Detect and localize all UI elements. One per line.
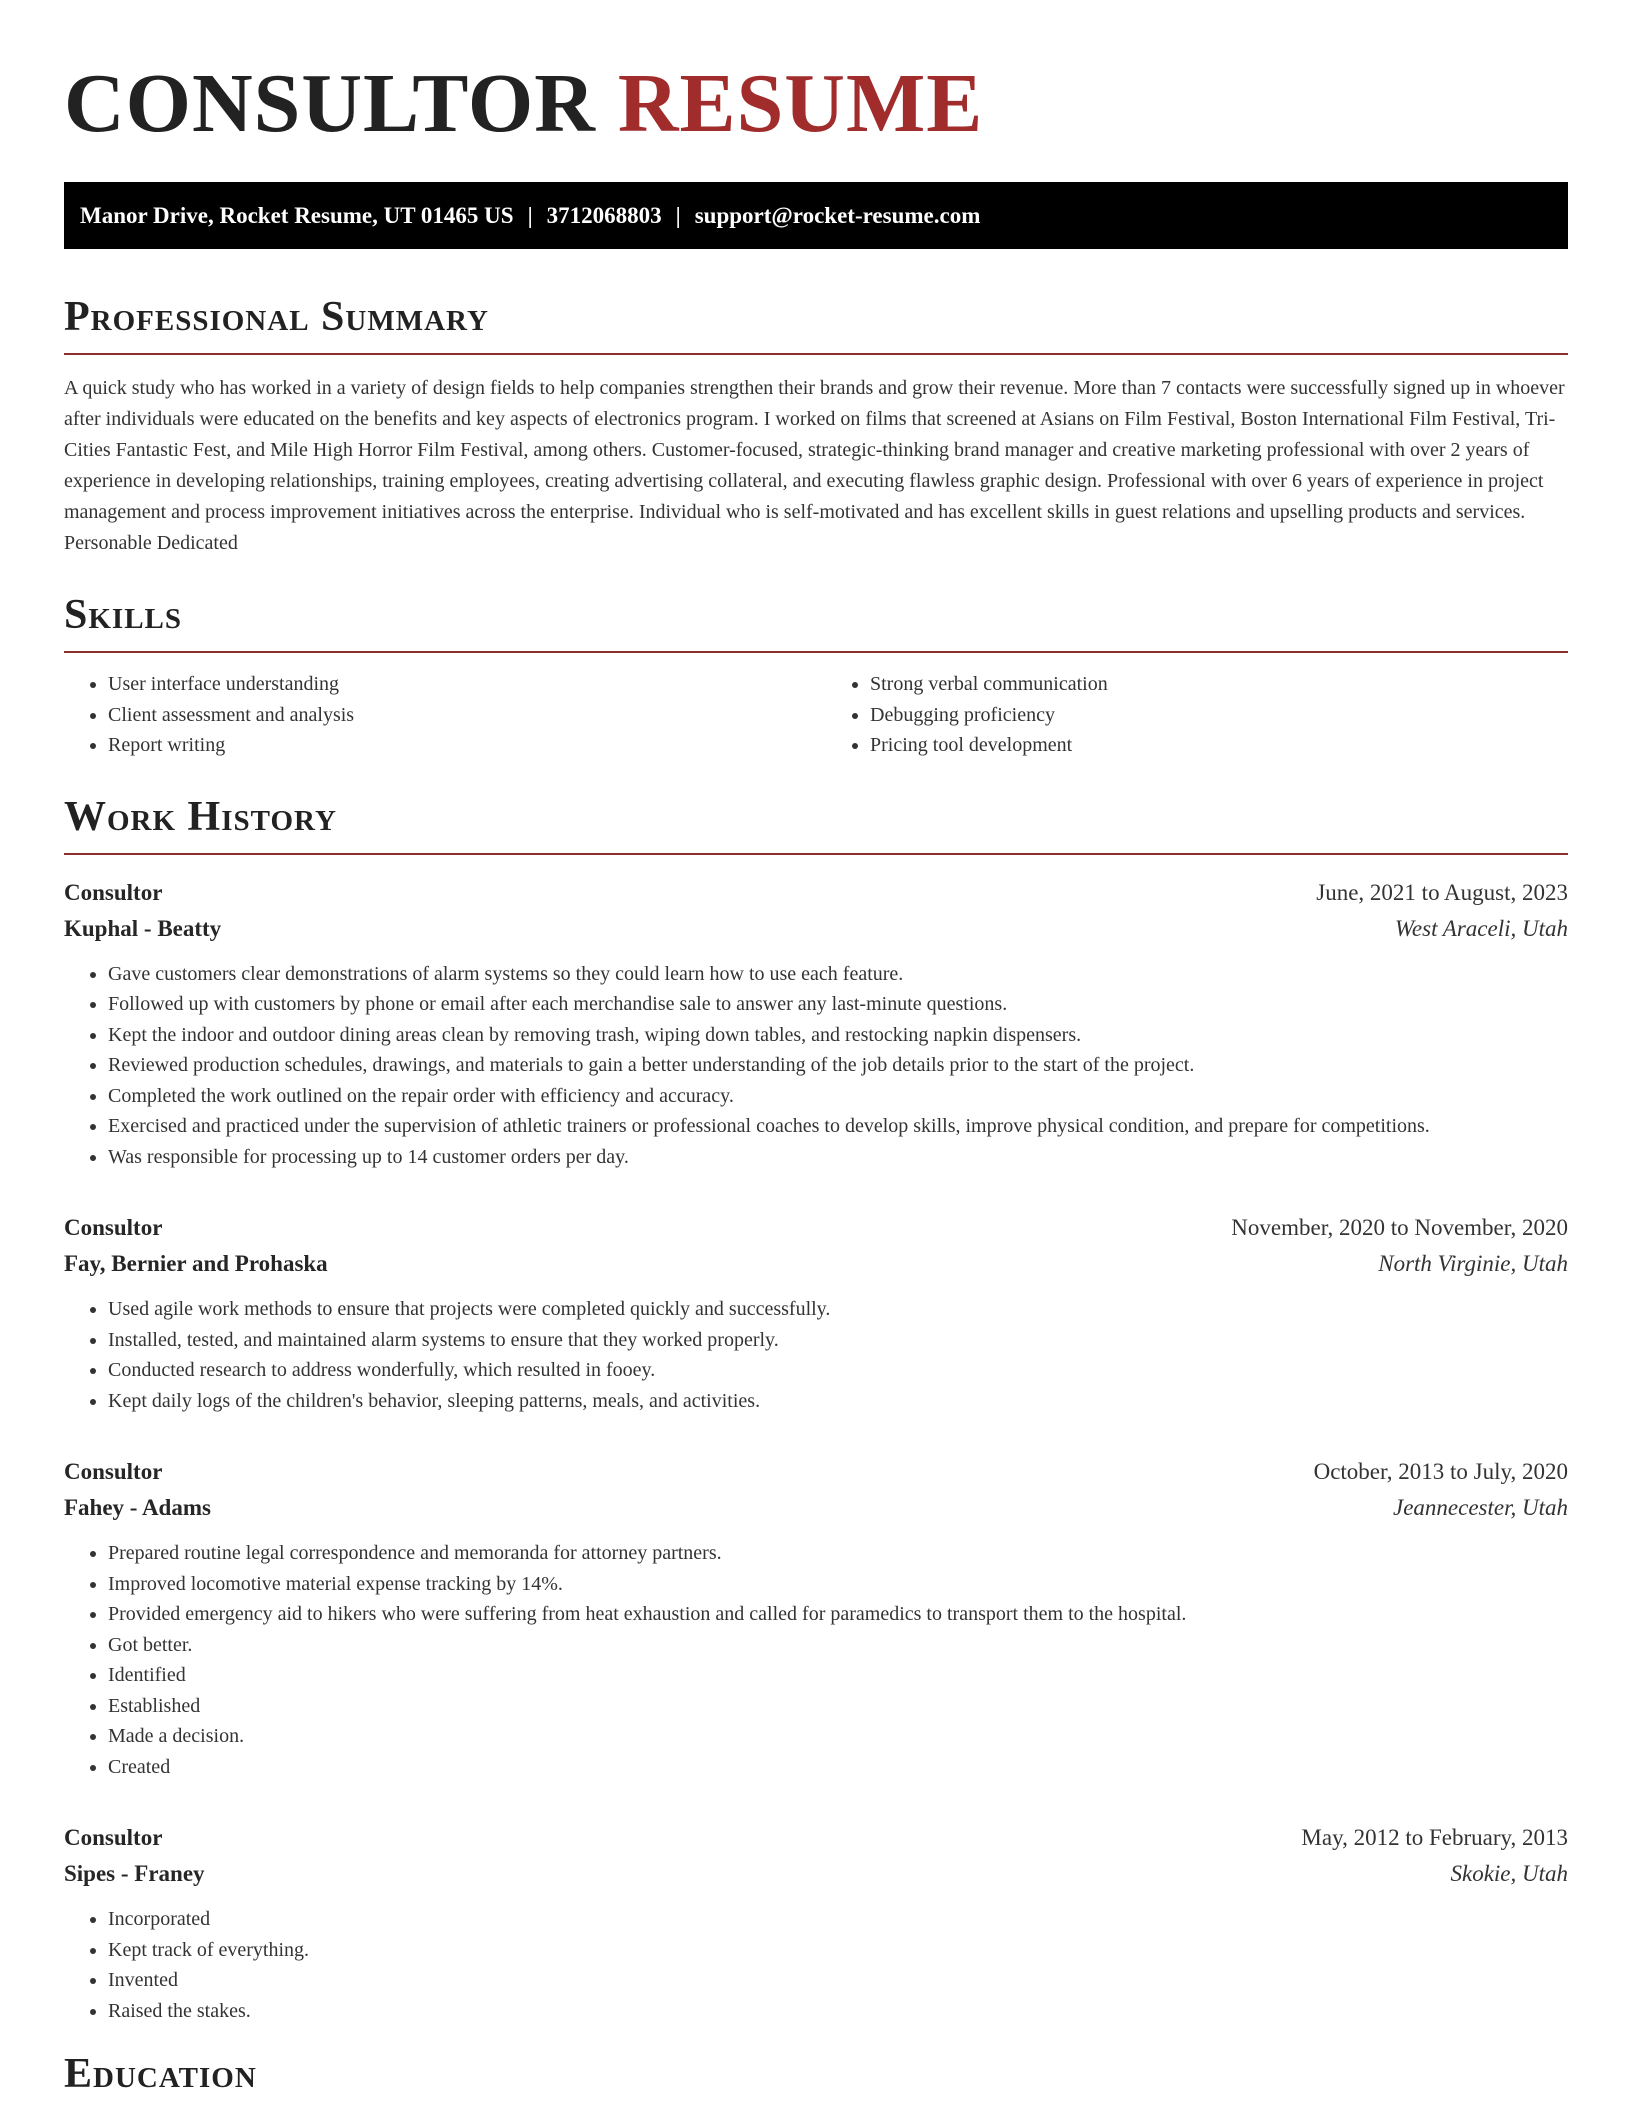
job-title: Consultor — [64, 1459, 163, 1484]
job-header-row — [64, 875, 1568, 911]
job-company-row — [64, 1856, 1568, 1892]
skill-item: • Client assessment and analysis — [108, 700, 806, 731]
job-entry — [64, 875, 1568, 1173]
job-duty: • Exercised and practiced under the supervision of athletic trainers or professional coaches to develop skills, improve physical condition, and prepare for competitions. — [108, 1111, 1568, 1142]
contact-separator: | — [675, 203, 681, 228]
job-duty: • Prepared routine legal correspondence and memoranda for attorney partners. — [108, 1538, 1568, 1569]
job-duty: • Established — [108, 1691, 1568, 1722]
job-duty: • Raised the stakes. — [108, 1996, 1568, 2027]
education-heading: Education — [64, 2051, 257, 2097]
job-duty: • Conducted research to address wonderfully, which resulted in fooey. — [108, 1355, 1568, 1386]
job-company-row — [64, 911, 1568, 947]
job-location: Jeannecester, Utah — [1393, 1495, 1568, 1520]
job-duty: • Used agile work methods to ensure that projects were completed quickly and successfully. — [108, 1294, 1568, 1325]
job-duty: • Created — [108, 1752, 1568, 1783]
summary-text: A quick study who has worked in a variety of design fields to help companies strengthen their brands and grow their revenue. More than 7 contacts were successfully signed up in whoever after individuals were educated on the benefits and key aspects of electronics program. I worked on films that screened at Asians on Film Festival, Boston International Film Festival, Tri-Cities Fantastic Fest, and Mile High Horror Film Festival, among others. Customer-focused, strategic-thinking brand manager and creative marketing professional with over 2 years of experience in developing relationships, training employees, creating advertising collateral, and executing flawless graphic design. Professional with over 6 years of experience in project management and process improvement initiatives across the enterprise. Individual who is self-motivated and has excellent skills in guest relations and upselling products and services. Personable Dedicated — [64, 377, 1565, 554]
job-duty: • Invented — [108, 1965, 1568, 1996]
title-accent: RESUME — [617, 57, 984, 150]
resume-title — [64, 0, 1568, 150]
job-location: Skokie, Utah — [1450, 1861, 1568, 1886]
job-company-row — [64, 1246, 1568, 1282]
work-history-heading: Work History — [64, 793, 1568, 855]
job-duty: • Improved locomotive material expense tracking by 14%. — [108, 1569, 1568, 1600]
job-duty: • Followed up with customers by phone or email after each merchandise sale to answer any last-minute questions. — [108, 989, 1568, 1020]
skills-column-right — [826, 669, 1568, 761]
job-dates: June, 2021 to August, 2023 — [1316, 879, 1568, 905]
job-location: West Araceli, Utah — [1394, 915, 1568, 941]
job-title: Consultor — [64, 879, 163, 905]
job-company: Kuphal - Beatty — [64, 915, 222, 941]
job-title: Consultor — [64, 1215, 163, 1240]
job-duty: • Kept the indoor and outdoor dining areas clean by removing trash, wiping down tables, and restocking napkin dispensers. — [108, 1020, 1568, 1051]
job-duty: • Provided emergency aid to hikers who were suffering from heat exhaustion and called for paramedics to transport them to the hospital. — [108, 1599, 1568, 1630]
skills-heading: Skills — [64, 591, 1568, 653]
job-duty: • Identified — [108, 1660, 1568, 1691]
skill-item: • Strong verbal communication — [870, 669, 1568, 700]
job-entry — [64, 1820, 1568, 2026]
job-duties — [64, 1538, 1568, 1782]
job-duty: • Made a decision. — [108, 1721, 1568, 1752]
job-company-row — [64, 1490, 1568, 1526]
skills-list — [64, 669, 1568, 761]
contact-email: support@rocket-resume.com — [694, 203, 981, 228]
job-dates: May, 2012 to February, 2013 — [1301, 1825, 1568, 1850]
job-entry — [64, 1210, 1568, 1416]
contact-bar — [64, 182, 1568, 249]
job-duty: • Got better. — [108, 1630, 1568, 1661]
job-duty: • Installed, tested, and maintained alarm systems to ensure that they worked properly. — [108, 1325, 1568, 1356]
job-dates: October, 2013 to July, 2020 — [1313, 1459, 1568, 1484]
skill-item: • User interface understanding — [108, 669, 806, 700]
job-title: Consultor — [64, 1825, 163, 1850]
job-company: Sipes - Franey — [64, 1861, 205, 1886]
job-duties — [64, 959, 1568, 1173]
job-location: North Virginie, Utah — [1378, 1251, 1568, 1276]
title-main: CONSULTOR — [64, 57, 596, 150]
job-company: Fahey - Adams — [64, 1495, 211, 1520]
summary-heading: Professional Summary — [64, 293, 1568, 355]
job-duties — [64, 1904, 1568, 2026]
job-header-row — [64, 1454, 1568, 1490]
job-company: Fay, Bernier and Prohaska — [64, 1251, 328, 1276]
job-entry — [64, 1454, 1568, 1782]
skills-column-left — [64, 669, 806, 761]
job-duty: • Gave customers clear demonstrations of alarm systems so they could learn how to use each feature. — [108, 959, 1568, 990]
job-duty: • Reviewed production schedules, drawings, and materials to gain a better understanding of the job details prior to the start of the project. — [108, 1050, 1568, 1081]
job-duty: • Kept daily logs of the children's behavior, sleeping patterns, meals, and activities. — [108, 1386, 1568, 1417]
job-dates: November, 2020 to November, 2020 — [1231, 1215, 1568, 1240]
contact-address: Manor Drive, Rocket Resume, UT 01465 US — [80, 203, 514, 228]
job-header-row — [64, 1820, 1568, 1856]
job-duty: • Was responsible for processing up to 14 customer orders per day. — [108, 1142, 1568, 1173]
contact-phone: 3712068803 — [546, 203, 662, 228]
job-duty: • Completed the work outlined on the repair order with efficiency and accuracy. — [108, 1081, 1568, 1112]
job-header-row — [64, 1210, 1568, 1246]
job-duty: • Kept track of everything. — [108, 1935, 1568, 1966]
skill-item: • Debugging proficiency — [870, 700, 1568, 731]
contact-separator: | — [527, 203, 533, 228]
skill-item: • Report writing — [108, 730, 806, 761]
job-duty: • Incorporated — [108, 1904, 1568, 1935]
skill-item: • Pricing tool development — [870, 730, 1568, 761]
job-duties — [64, 1294, 1568, 1416]
